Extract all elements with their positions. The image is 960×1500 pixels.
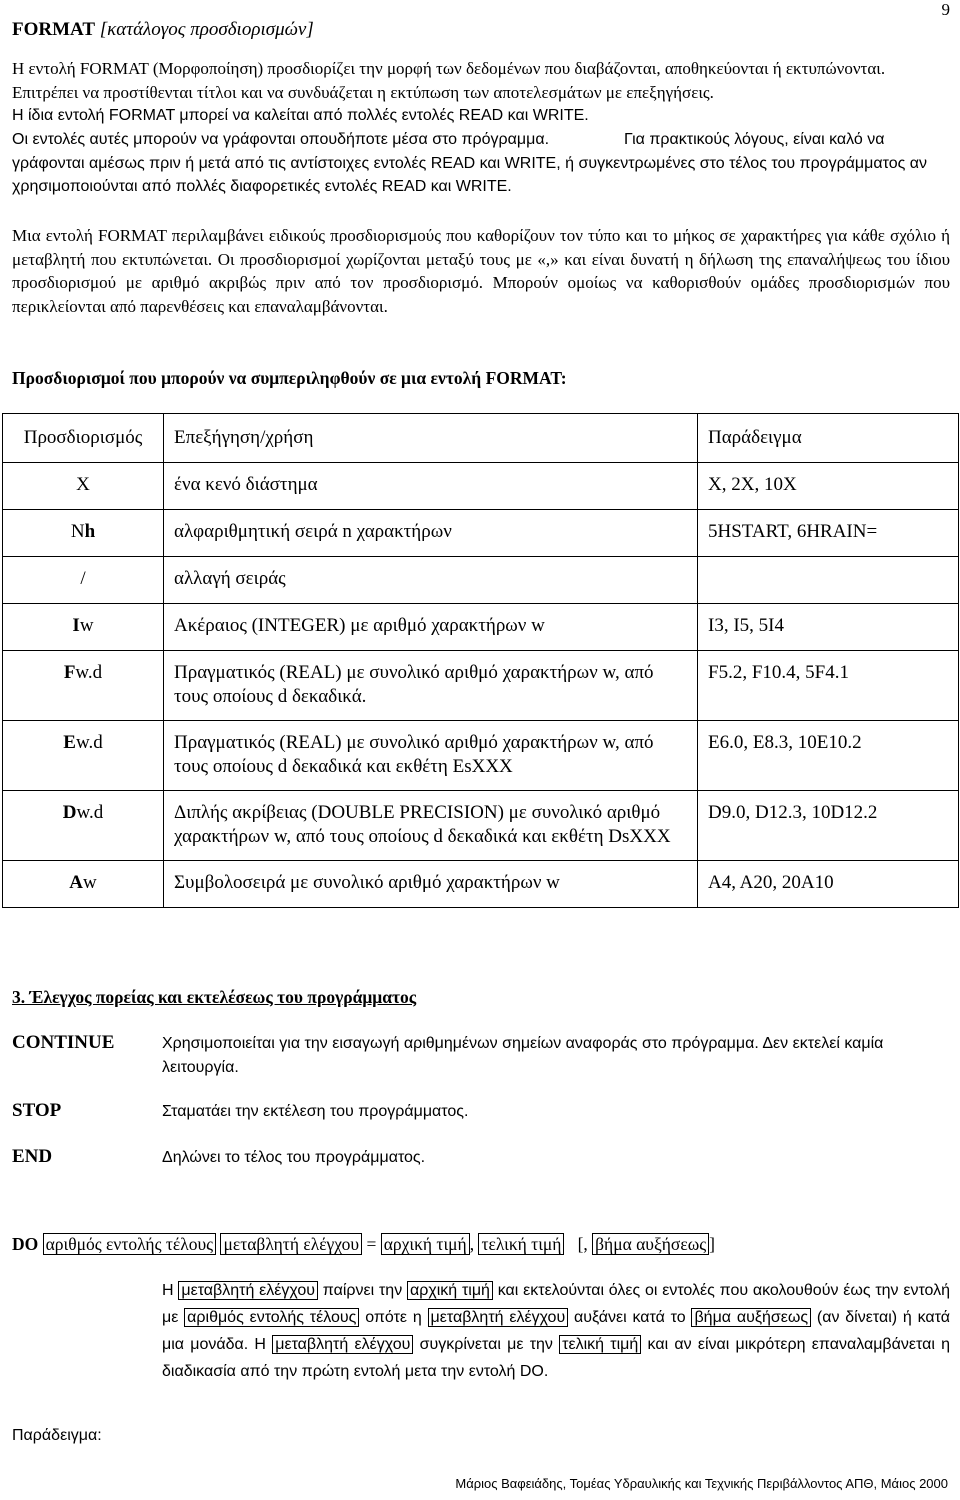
title-syntax: [κατάλογος προσδιορισμών] [99, 19, 314, 40]
spec-letter: I [72, 615, 80, 636]
intro-paragraph-1: Η εντολή FORMAT (Μορφοποίηση) προσδιορίζει την μορφή των δεδομένων που διαβάζονται, αποθηκεύονται ή εκτυπώνονται. Επιτρέπει να προστίθενται τίτλοι και να συνδυάζεται η εκτύπωση των αποτελεσμάτων με επεξηγήσεις. [12, 59, 886, 102]
desc-cell: ένα κενό διάστημα [164, 463, 698, 510]
page-number: 9 [941, 0, 950, 19]
spec-letter: E [63, 732, 76, 753]
desc-cell: Πραγματικός (REAL) με συνολικό αριθμό χαρακτήρων w, από τους οποίους d δεκαδικά και εκθέτη EsXXX [164, 721, 698, 791]
title-keyword: FORMAT [12, 19, 96, 40]
do-label-box: αριθμός εντολής τέλους [43, 1233, 216, 1255]
intro-paragraph-3: Οι εντολές αυτές μπορούν να γράφονται οπουδήποτε μέσα στο πρόγραμμα. [12, 131, 550, 148]
table-row [3, 721, 959, 791]
spec-rest: w.d [76, 802, 104, 823]
desc-cell: αλφαριθμητική σειρά n χαρακτήρων [164, 510, 698, 557]
desc-cell: Συμβολοσειρά με συνολικό αριθμό χαρακτήρων w [164, 861, 698, 908]
spec-letter: F [63, 662, 76, 683]
spec-cell [3, 721, 164, 791]
section-3-title: 3. Έλεγχος πορείας και εκτελέσεως του προγράμματος [12, 987, 417, 1007]
table-row [3, 651, 959, 721]
header-desc: Επεξήγηση/χρήση [164, 414, 698, 463]
table-row [3, 510, 959, 557]
spec-rest: h [84, 521, 96, 542]
desc-cell: αλλαγή σειράς [164, 557, 698, 604]
intro-paragraph-2: Η ίδια εντολή FORMAT μπορεί να καλείται από πολλές εντολές READ και WRITE. [12, 107, 589, 124]
do-desc-end-box: τελική τιμή [559, 1335, 641, 1354]
example-cell: I3, I5, 5I4 [698, 604, 959, 651]
spec-cell [3, 463, 164, 510]
example-cell [698, 557, 959, 604]
spec-cell [3, 791, 164, 861]
do-desc-label-box: αριθμός εντολής τέλους [184, 1308, 359, 1327]
do-bracket-open: [, [577, 1234, 588, 1254]
header-example: Παράδειγμα [698, 414, 959, 463]
do-desc-text: (αν δίνεται) ή κατά μια μονάδα. Η [162, 1309, 950, 1353]
do-description [162, 1277, 950, 1385]
command-desc: Σταματάει την εκτέλεση του προγράμματος. [162, 1103, 469, 1120]
spec-letter: D [62, 802, 77, 823]
intro-paragraph-4: Για πρακτικούς λόγους, είναι καλό να γράφονται αμέσως πριν ή μετά από τις αντίστοιχες εντολές READ και WRITE, ή συγκεντρωμένες στο τέλος του προγράμματος αν χρησιμοποιούνται από πολλές διαφορετικές εντολές READ και WRITE. [12, 131, 928, 195]
command-desc: Χρησιμοποιείται για την εισαγωγή αριθμημένων σημείων αναφοράς στο πρόγραμμα. Δεν εκτελεί καμία λειτουργία. [162, 1035, 884, 1076]
spec-letter: / [80, 568, 86, 589]
spec-rest: w.d [75, 662, 103, 683]
do-syntax-line [12, 1234, 715, 1255]
desc-cell: Διπλής ακρίβειας (DOUBLE PRECISION) με συνολικό αριθμό χαρακτήρων w, από τους οποίους d δεκαδικά και εκθέτη DsXXX [164, 791, 698, 861]
example-cell: X, 2X, 10X [698, 463, 959, 510]
do-desc-text: και εκτελούνται όλες οι εντολές που ακολουθούν έως την εντολή με [162, 1282, 951, 1326]
table-heading: Προσδιορισμοί που μπορούν να συμπεριληφθούν σε μια εντολή FORMAT: [12, 368, 567, 388]
do-desc-text: συγκρίνεται με την [419, 1336, 553, 1353]
do-comma: , [469, 1234, 475, 1254]
spec-cell [3, 651, 164, 721]
command-name: END [12, 1146, 53, 1167]
example-cell: F5.2, F10.4, 5F4.1 [698, 651, 959, 721]
do-keyword: DO [12, 1234, 39, 1254]
command-name: STOP [12, 1100, 62, 1121]
intro-paragraph-5: Μια εντολή FORMAT περιλαμβάνει ειδικούς προσδιορισμούς που καθορίζουν τον τύπο και το μήκος σε χαρακτήρες για κάθε σχόλιο ή μεταβλητή που εκτυπώνεται. Οι προσδιορισμοί χωρίζονται μεταξύ τους με «,» και είναι δυνατή η δήλωση της επαναλήψεως του ίδιου προσδιορισμού με αριθμό ακριβώς πριν από τον προσδιορισμό. Μπορούν ομοίως να καθορισθούν ομάδες προσδιορισμών που περικλείονται από παρενθέσεις και επαναλαμβάνονται. [12, 226, 950, 316]
do-desc-text: Η [162, 1282, 174, 1299]
desc-cell: Πραγματικός (REAL) με συνολικό αριθμό χαρακτήρων w, από τους οποίους d δεκαδικά. [164, 651, 698, 721]
spec-cell [3, 557, 164, 604]
spec-rest: w [83, 872, 97, 893]
example-cell: A4, A20, 20A10 [698, 861, 959, 908]
table-row [3, 791, 959, 861]
table-header-row [3, 414, 959, 463]
desc-cell: Ακέραιος (INTEGER) με αριθμό χαρακτήρων w [164, 604, 698, 651]
do-start-box: αρχική τιμή [381, 1233, 470, 1255]
spec-letter: X [76, 474, 90, 495]
do-desc-var-box: μεταβλητή ελέγχου [178, 1281, 318, 1300]
table-row [3, 463, 959, 510]
do-bracket-close: ] [709, 1234, 715, 1254]
do-desc-text: παίρνει την [322, 1282, 403, 1299]
header-spec: Προσδιορισμός [3, 414, 164, 463]
do-desc-start-box: αρχική τιμή [407, 1281, 493, 1300]
do-desc-text: αυξάνει κατά το [574, 1309, 686, 1326]
spec-letter: A [69, 872, 83, 893]
do-desc-text: και αν είναι μικρότερη επαναλαμβάνεται η διαδικασία από την πρώτη εντολή μετα την εντολή DO. [162, 1336, 951, 1380]
example-cell: E6.0, E8.3, 10E10.2 [698, 721, 959, 791]
do-desc-var-box: μεταβλητή ελέγχου [272, 1335, 413, 1354]
spec-rest: w [79, 615, 94, 636]
do-desc-step-box: βήμα αυξήσεως [691, 1308, 811, 1327]
page-footer: Μάριος Βαφειάδης, Τομέας Υδραυλικής και Τεχνικής Περιβάλλοντος ΑΠΘ, Μάιος 2000 [455, 1476, 948, 1491]
spec-cell [3, 510, 164, 557]
page-title [12, 19, 314, 41]
format-spec-table [2, 413, 959, 908]
do-step-box: βήμα αυξήσεως [592, 1233, 709, 1255]
table-row [3, 557, 959, 604]
table-row [3, 604, 959, 651]
command-name: CONTINUE [12, 1032, 115, 1053]
spec-letter: N [70, 521, 85, 542]
example-cell: 5HSTART, 6HRAIN= [698, 510, 959, 557]
do-end-box: τελική τιμή [478, 1233, 564, 1255]
table-row [3, 861, 959, 908]
do-var-box: μεταβλητή ελέγχου [220, 1233, 362, 1255]
do-desc-text: οπότε η [365, 1309, 422, 1326]
spec-cell [3, 861, 164, 908]
spec-cell [3, 604, 164, 651]
example-cell: D9.0, D12.3, 10D12.2 [698, 791, 959, 861]
do-desc-var-box: μεταβλητή ελέγχου [428, 1308, 569, 1327]
spec-rest: w.d [75, 732, 103, 753]
do-equals: = [366, 1234, 377, 1254]
command-desc: Δηλώνει το τέλος του προγράμματος. [162, 1149, 426, 1166]
example-label: Παράδειγμα: [12, 1427, 102, 1444]
